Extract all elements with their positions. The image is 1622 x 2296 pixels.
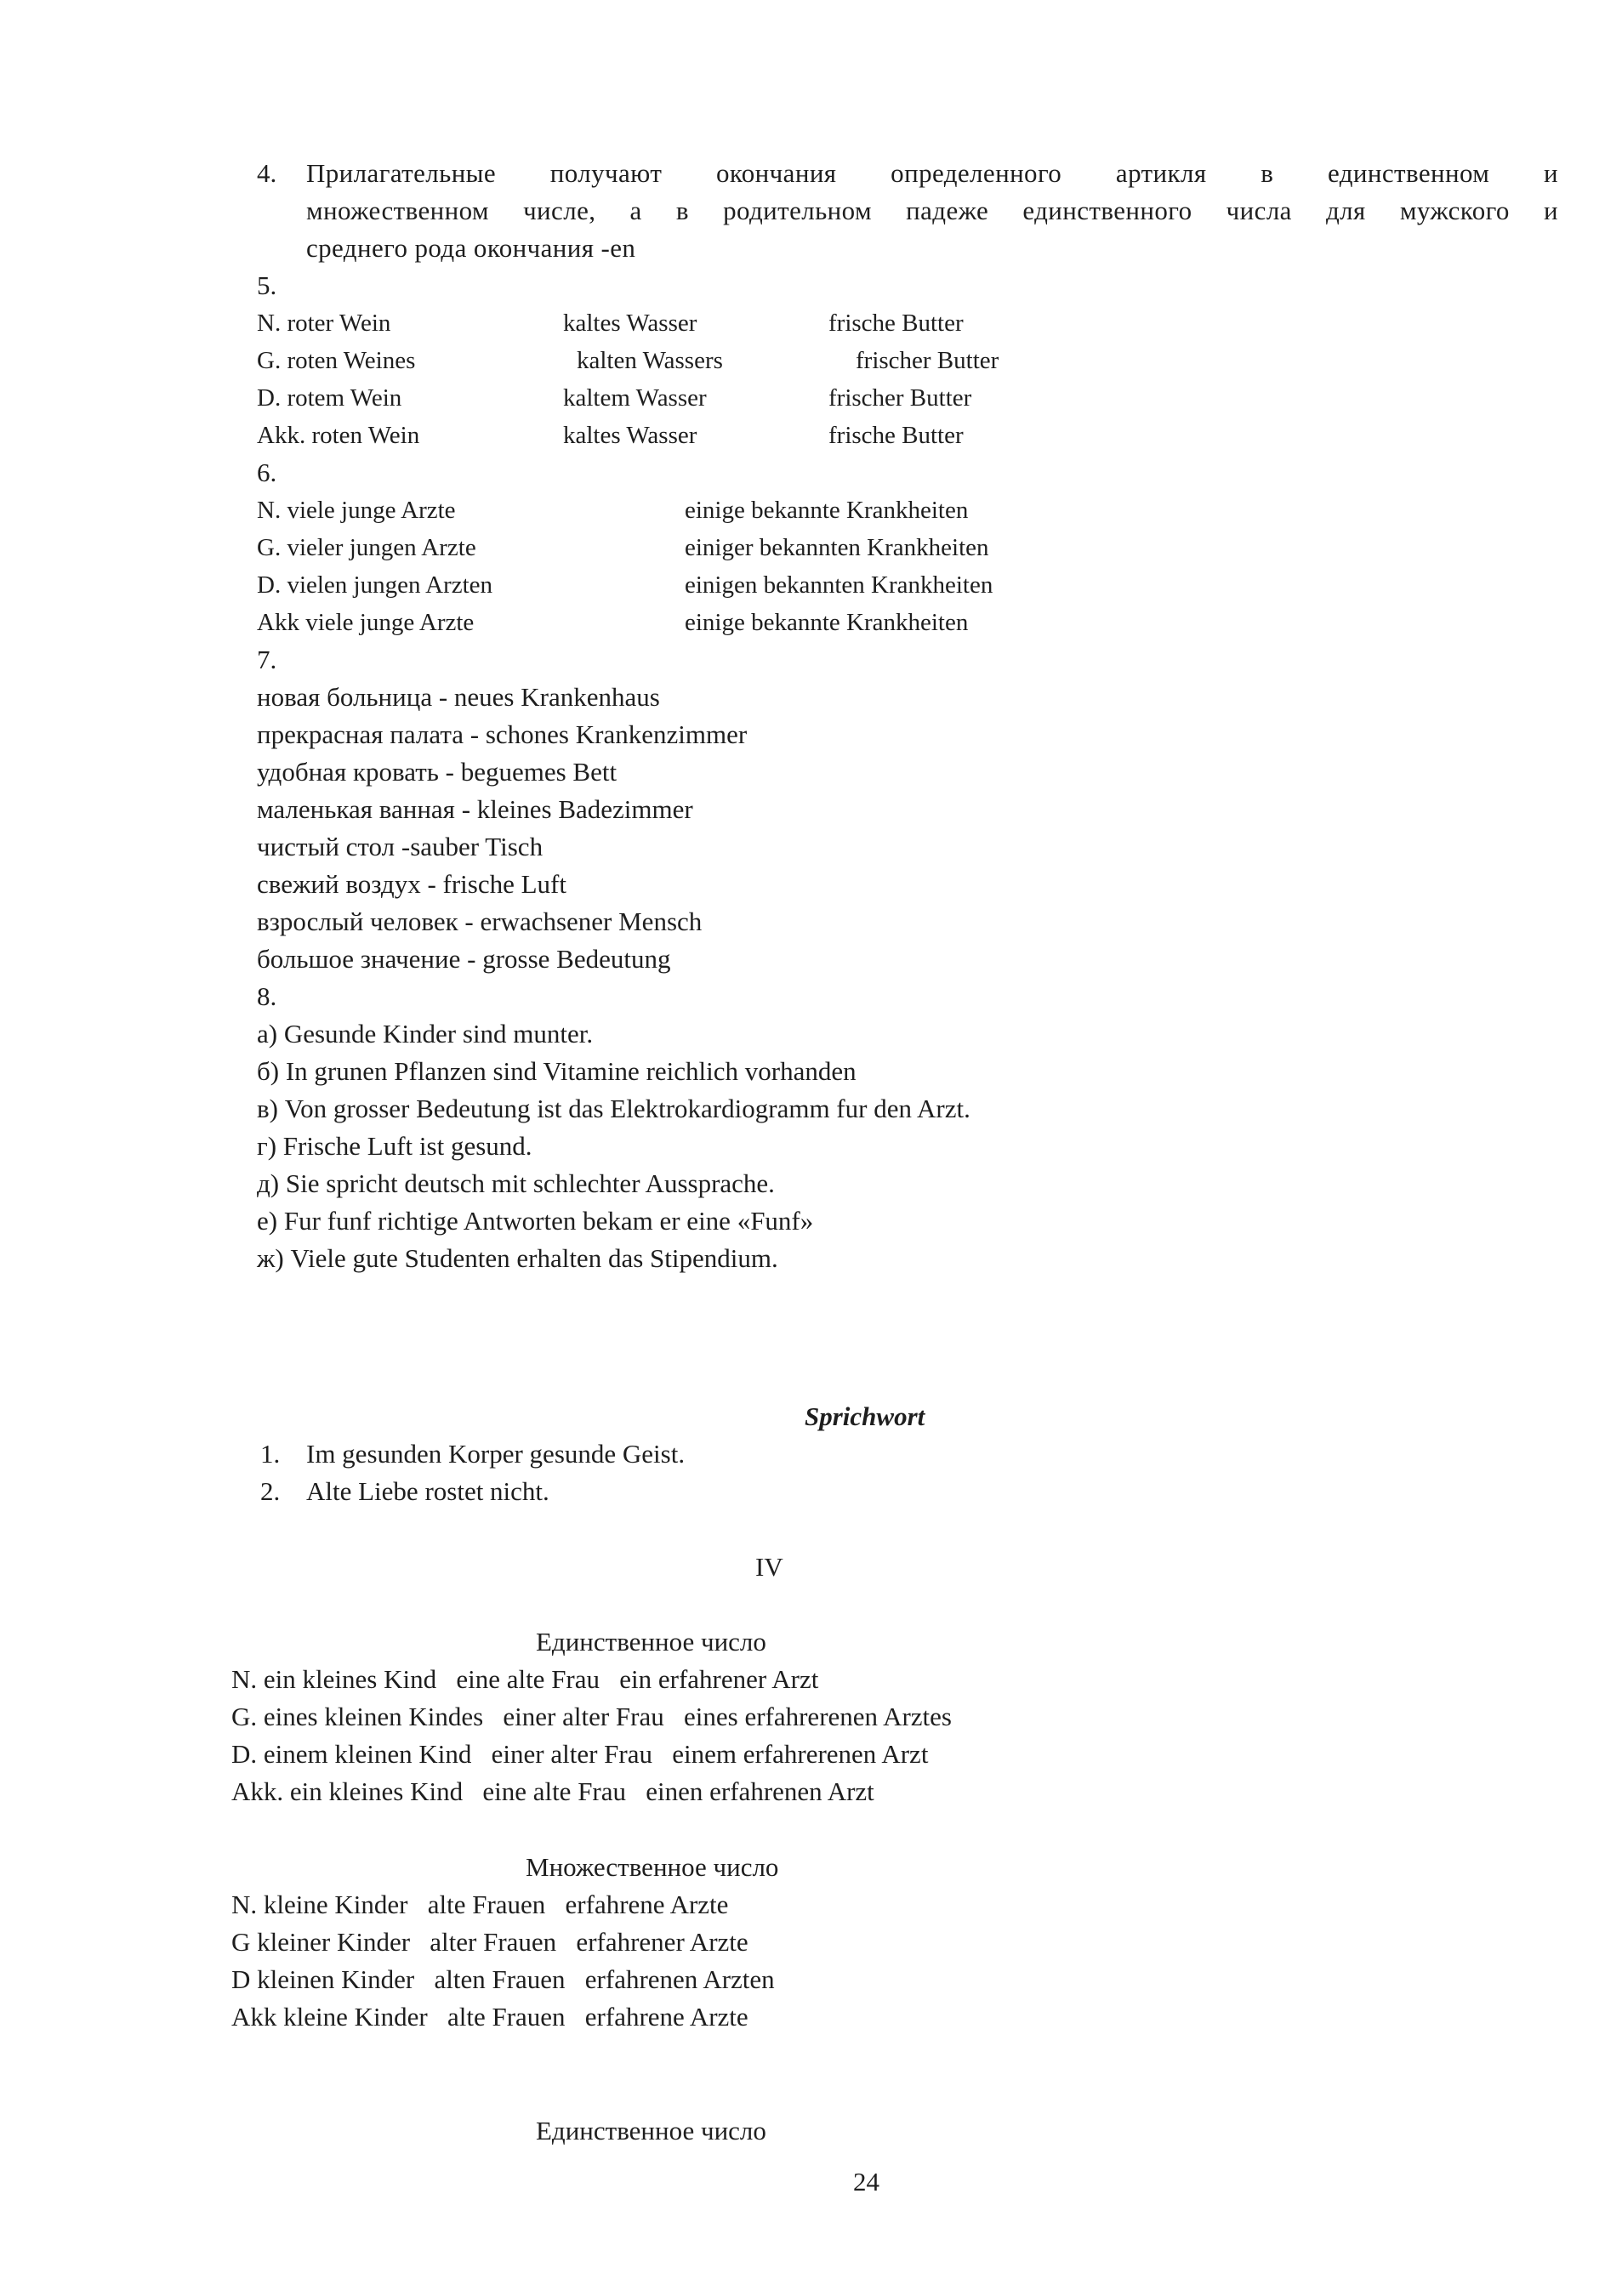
- table-cell: frischer Butter: [856, 347, 999, 374]
- list-item: Im gesunden Korper gesunde Geist.: [306, 1439, 686, 1469]
- table-cell: kaltes Wasser: [563, 310, 697, 337]
- table-cell: Akk. roten Wein: [257, 422, 420, 449]
- subheading-singular-2: Единственное число: [536, 2116, 766, 2145]
- table-cell: einiger bekannten Krankheiten: [685, 534, 989, 561]
- list-item: е) Fur funf richtige Antworten bekam er eine «Funf»: [257, 1206, 814, 1236]
- table-row: D kleinen Kinder alten Frauen erfahrenen Arzten: [231, 1964, 775, 1994]
- list-item: маленькая ванная - kleines Badezimmer: [257, 794, 693, 824]
- subheading-singular: Единственное число: [536, 1627, 766, 1657]
- table-cell: G. roten Weines: [257, 347, 416, 374]
- item-4-line-2: множественном числе, а в родительном падеже единственного числа для мужского и: [306, 196, 1558, 225]
- list-item: в) Von grosser Bedeutung ist das Elektrokardiogramm fur den Arzt.: [257, 1094, 970, 1123]
- table-cell: G. vieler jungen Arzte: [257, 534, 476, 561]
- table-row: N. kleine Kinder alte Frauen erfahrene Arzte: [231, 1890, 729, 1919]
- item-4-line-1: Прилагательные получают окончания определенного артикля в единственном и: [306, 158, 1558, 188]
- list-item-number: 2.: [260, 1476, 281, 1506]
- list-item: а) Gesunde Kinder sind munter.: [257, 1019, 594, 1049]
- item-4-line-3: среднего рода окончания -en: [306, 233, 636, 263]
- item-4-number: 4.: [257, 158, 277, 188]
- list-item: г) Frische Luft ist gesund.: [257, 1131, 532, 1161]
- table-cell: frische Butter: [828, 422, 964, 449]
- table-cell: frischer Butter: [828, 384, 972, 412]
- list-item-number: 1.: [260, 1439, 281, 1469]
- table-cell: N. viele junge Arzte: [257, 497, 456, 524]
- list-item: большое значение - grosse Bedeutung: [257, 944, 671, 974]
- table-row: D. einem kleinen Kind einer alter Frau einem erfahrerenen Arzt: [231, 1739, 929, 1769]
- item-5-number: 5.: [257, 270, 277, 300]
- table-cell: frische Butter: [828, 310, 964, 337]
- table-row: Akk kleine Kinder alte Frauen erfahrene Arzte: [231, 2002, 748, 2032]
- item-6-number: 6.: [257, 457, 277, 487]
- list-item: прекрасная палата - schones Krankenzimmer: [257, 719, 748, 749]
- table-cell: einige bekannte Krankheiten: [685, 609, 969, 636]
- section-heading: IV: [755, 1552, 783, 1582]
- table-cell: kaltem Wasser: [563, 384, 707, 412]
- list-item: свежий воздух - frische Luft: [257, 869, 566, 899]
- list-item: чистый стол -sauber Tisch: [257, 832, 544, 861]
- list-item: Alte Liebe rostet nicht.: [306, 1476, 549, 1506]
- subheading-plural: Множественное число: [526, 1852, 779, 1882]
- list-item: удобная кровать - beguemes Bett: [257, 757, 617, 787]
- table-cell: Akk viele junge Arzte: [257, 609, 475, 636]
- table-cell: N. roter Wein: [257, 310, 391, 337]
- table-cell: D. rotem Wein: [257, 384, 402, 412]
- sprichwort-heading: Sprichwort: [805, 1401, 925, 1431]
- table-row: Akk. ein kleines Kind eine alte Frau einen erfahrenen Arzt: [231, 1776, 874, 1806]
- table-row: N. ein kleines Kind eine alte Frau ein erfahrener Arzt: [231, 1664, 819, 1694]
- item-7-number: 7.: [257, 645, 277, 674]
- list-item: д) Sie spricht deutsch mit schlechter Aussprache.: [257, 1168, 775, 1198]
- list-item: ж) Viele gute Studenten erhalten das Stipendium.: [257, 1243, 778, 1273]
- list-item: б) In grunen Pflanzen sind Vitamine reichlich vorhanden: [257, 1056, 857, 1086]
- list-item: взрослый человек - erwachsener Mensch: [257, 906, 703, 936]
- table-cell: einigen bekannten Krankheiten: [685, 571, 993, 599]
- table-row: G kleiner Kinder alter Frauen erfahrener Arzte: [231, 1927, 748, 1957]
- table-cell: kalten Wassers: [577, 347, 723, 374]
- item-8-number: 8.: [257, 981, 277, 1011]
- table-row: G. eines kleinen Kindes einer alter Frau eines erfahrerenen Arztes: [231, 1702, 952, 1731]
- list-item: новая больница - neues Krankenhaus: [257, 682, 660, 712]
- table-cell: einige bekannte Krankheiten: [685, 497, 969, 524]
- table-cell: kaltes Wasser: [563, 422, 697, 449]
- table-cell: D. vielen jungen Arzten: [257, 571, 493, 599]
- page-number: 24: [853, 2167, 879, 2197]
